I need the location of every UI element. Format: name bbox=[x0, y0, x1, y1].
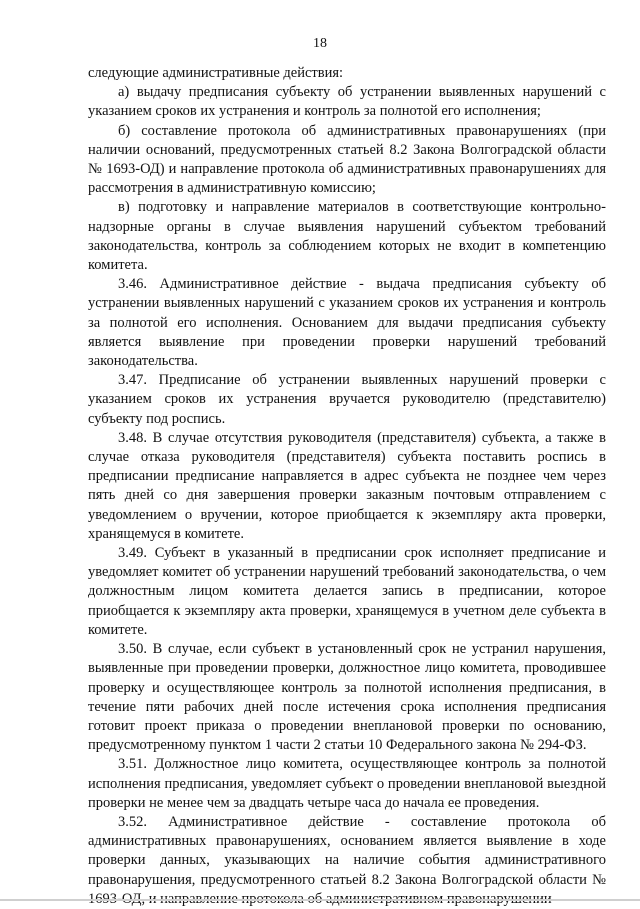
paragraph-3-49: 3.49. Субъект в указанный в предписании срок исполняет предписание и уведомляет комитет об устранении нарушений требований законодательства, о чем должностным лицом комитета делается запись в предписании, которое приобщается к экземпляру акта проверки, хранящемуся в учетном деле субъекта в комитете. bbox=[88, 545, 606, 638]
paragraph-3-48: 3.48. В случае отсутствия руководителя (представителя) субъекта, а также в случае отказа руководителя (представителя) субъекта поставить роспись в предписании предписание направляется в адрес субъекта не позднее чем через пять дней со дня завершения проверки заказным почтовым отправлением с уведомлением о вручении, которое приобщается к экземпляру акта проверки, хранящемуся в комитете. bbox=[88, 429, 606, 542]
paragraph-3-46: 3.46. Административное действие - выдача предписания субъекту об устранении выявленных нарушений с указанием сроков их устранения и контроль за полнотой его исполнения. Основанием для выдачи предписания субъекту является выявление при проведении проверки нарушений требований законодательства. bbox=[88, 276, 606, 370]
document-body bbox=[88, 64, 606, 909]
paragraph-3-50: 3.50. В случае, если субъект в установленный срок не устранил нарушения, выявленные при проведении проверки, должностное лицо комитета, проводившее проверку и осуществляющее контроль за полнотой исполнения предписания, в течение пяти рабочих дней после истечения срока исполнения предписания готовит проект приказа о проведении внеплановой проверки по основанию, предусмотренному пунктом 1 части 2 статьи 10 Федерального закона № 294-ФЗ. bbox=[88, 641, 606, 754]
paragraph-item-v: в) подготовку и направление материалов в соответствующие контрольно-надзорные органы в случае выявления нарушений субъектом требований законодательства, контроль за соблюдением которых не входит в компетенцию комитета. bbox=[88, 199, 606, 274]
paragraph-3-52: 3.52. Административное действие - составление протокола об административных правонарушениях, основанием является выявление в ходе проверки данных, указывающих на наличие события административного правонарушения, предусмотренного статьей 8.2 Закона Волгоградской области № bbox=[88, 813, 606, 888]
page-number: 18 bbox=[313, 36, 327, 51]
paragraph-intro: следующие административные действия: bbox=[88, 65, 344, 81]
paragraph-item-b: б) составление протокола об административных правонарушениях (при наличии оснований, предусмотренных статьей 8.2 Закона Волгоградской области № 1693-ОД) и направление протокола об административных правонарушениях для рассмотрения в административную комиссию; bbox=[88, 122, 606, 197]
paragraph-3-47: 3.47. Предписание об устранении выявленных нарушений проверки с указанием сроков их устранения вручается руководителю (представителю) субъекту под роспись. bbox=[88, 372, 606, 427]
paragraph-3-51: 3.51. Должностное лицо комитета, осуществляющее контроль за полнотой исполнения предписания, уведомляет субъект о проведении внеплановой выездной проверки не менее чем за двадцать четыре часа до начала ее проведения. bbox=[88, 756, 606, 811]
paragraph-item-a: а) выдачу предписания субъекту об устранении выявленных нарушений с указанием сроков их устранения и контроль за полнотой его исполнения; bbox=[88, 84, 606, 120]
scan-edge-line bbox=[0, 899, 640, 901]
